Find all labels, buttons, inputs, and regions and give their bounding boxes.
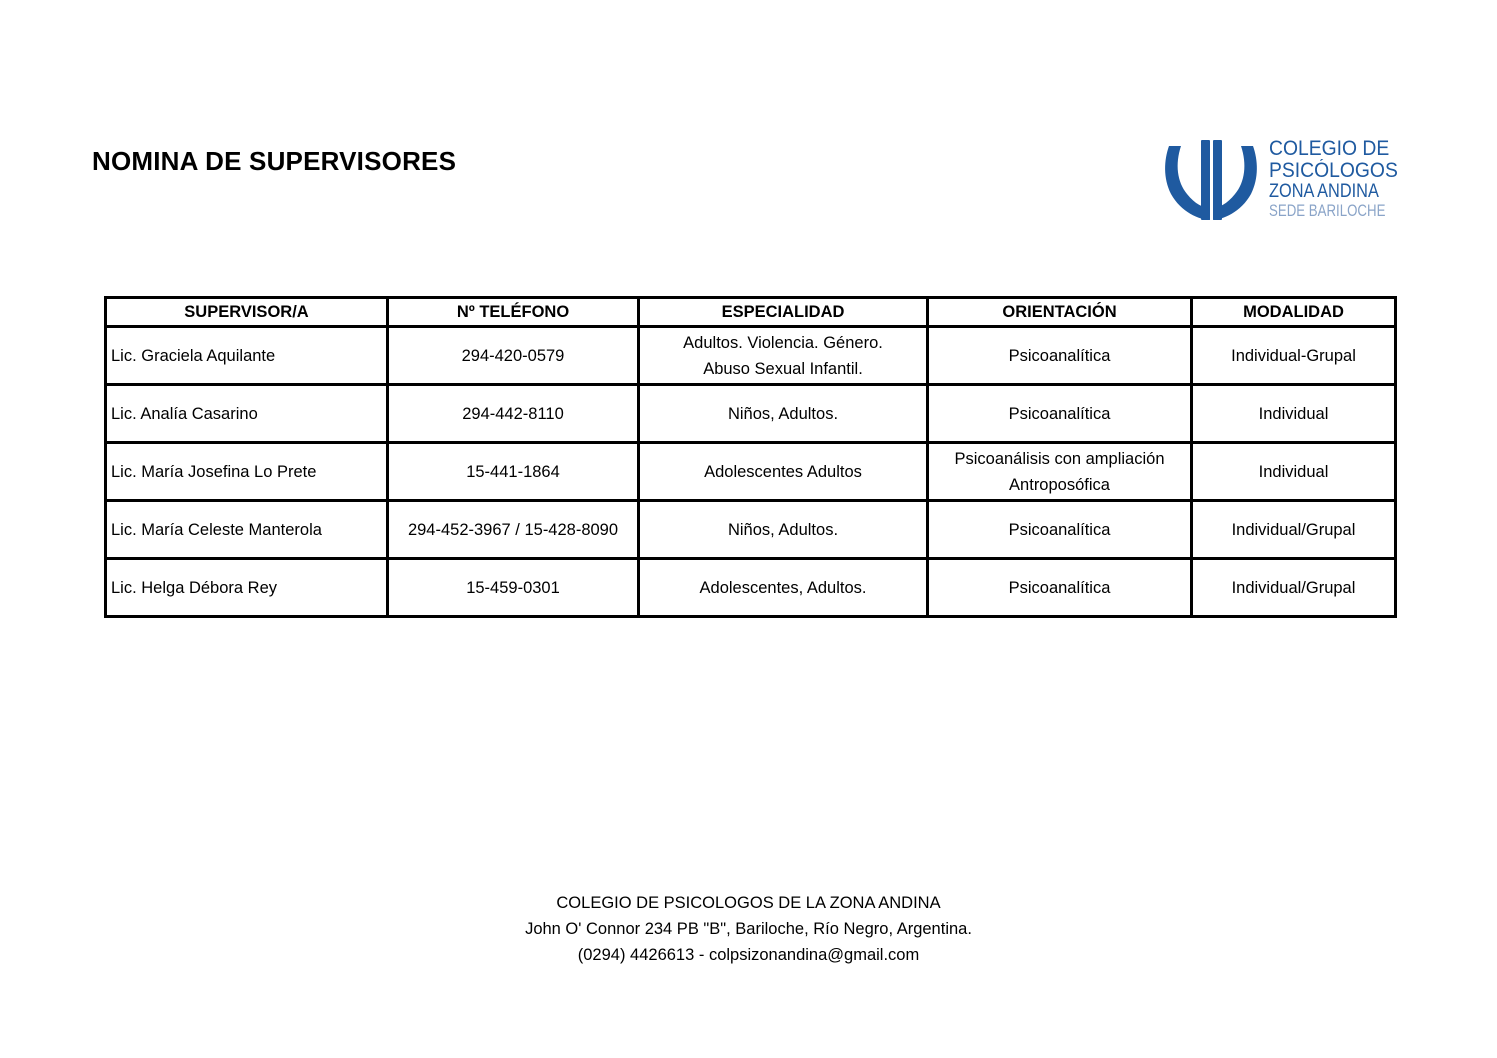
table-row	[107, 444, 1394, 502]
footer-address: John O' Connor 234 PB "B", Bariloche, Río Negro, Argentina.	[525, 920, 972, 938]
modality: Individual-Grupal	[1193, 328, 1394, 386]
orientation-line: Psicoanalítica	[1008, 404, 1111, 423]
supervisor-name: Lic. María Josefina Lo Prete	[107, 444, 389, 502]
table-row	[107, 386, 1394, 444]
supervisors-table-wrapper	[104, 296, 1397, 618]
specialty-line: Adolescentes Adultos	[704, 462, 862, 481]
supervisor-name: Lic. María Celeste Manterola	[107, 502, 389, 560]
table-row	[107, 328, 1394, 386]
logo-line-3: ZONA ANDINA	[1269, 181, 1379, 202]
orientation-line: Psicoanalítica	[1008, 578, 1111, 597]
orientation	[929, 386, 1193, 444]
modality: Individual	[1193, 444, 1394, 502]
orientation	[929, 444, 1193, 502]
supervisor-name: Lic. Helga Débora Rey	[107, 560, 389, 615]
specialty-line: Adultos. Violencia. Género.	[683, 333, 883, 352]
header-specialty: ESPECIALIDAD	[640, 299, 929, 328]
orientation-line: Psicoanalítica	[1008, 520, 1111, 539]
specialty-line: Adolescentes, Adultos.	[699, 578, 867, 597]
logo-line-1: COLEGIO DE	[1269, 137, 1390, 160]
table-row	[107, 560, 1394, 615]
colegio-logo	[1163, 138, 1403, 222]
specialty	[640, 328, 929, 386]
specialty	[640, 444, 929, 502]
header-supervisor: SUPERVISOR/A	[107, 299, 389, 328]
phone-number: 294-452-3967 / 15-428-8090	[389, 502, 640, 560]
supervisors-table	[104, 296, 1397, 618]
supervisor-name: Lic. Analía Casarino	[107, 386, 389, 444]
specialty-line: Abuso Sexual Infantil.	[703, 359, 863, 378]
header-orientation: ORIENTACIÓN	[929, 299, 1193, 328]
header-modality: MODALIDAD	[1193, 299, 1394, 328]
phone-number: 15-441-1864	[389, 444, 640, 502]
page-title: NOMINA DE SUPERVISORES	[92, 146, 457, 176]
orientation	[929, 560, 1193, 615]
psi-logo-icon	[1163, 138, 1259, 222]
specialty	[640, 560, 929, 615]
header-phone: Nº TELÉFONO	[389, 299, 640, 328]
orientation	[929, 502, 1193, 560]
specialty-line: Niños, Adultos.	[727, 520, 839, 539]
specialty-line: Niños, Adultos.	[727, 404, 839, 423]
phone-number: 294-442-8110	[389, 386, 640, 444]
orientation-line: Psicoanálisis con ampliación	[954, 449, 1165, 468]
modality: Individual	[1193, 386, 1394, 444]
table-row	[107, 502, 1394, 560]
phone-number: 15-459-0301	[389, 560, 640, 615]
supervisor-name: Lic. Graciela Aquilante	[107, 328, 389, 386]
specialty	[640, 386, 929, 444]
footer-org-name: COLEGIO DE PSICOLOGOS DE LA ZONA ANDINA	[556, 894, 941, 912]
table-header-row	[107, 299, 1394, 328]
logo-line-2: PSICÓLOGOS	[1269, 159, 1398, 182]
modality: Individual/Grupal	[1231, 578, 1356, 597]
orientation	[929, 328, 1193, 386]
orientation-line: Antroposófica	[1009, 475, 1110, 494]
specialty	[640, 502, 929, 560]
footer	[0, 890, 1497, 968]
footer-contact: (0294) 4426613 - colpsizonandina@gmail.com	[577, 946, 920, 964]
phone-number: 294-420-0579	[389, 328, 640, 386]
modality: Individual/Grupal	[1193, 502, 1394, 560]
logo-line-4: SEDE BARILOCHE	[1269, 201, 1386, 220]
orientation-line: Psicoanalítica	[1008, 346, 1111, 365]
